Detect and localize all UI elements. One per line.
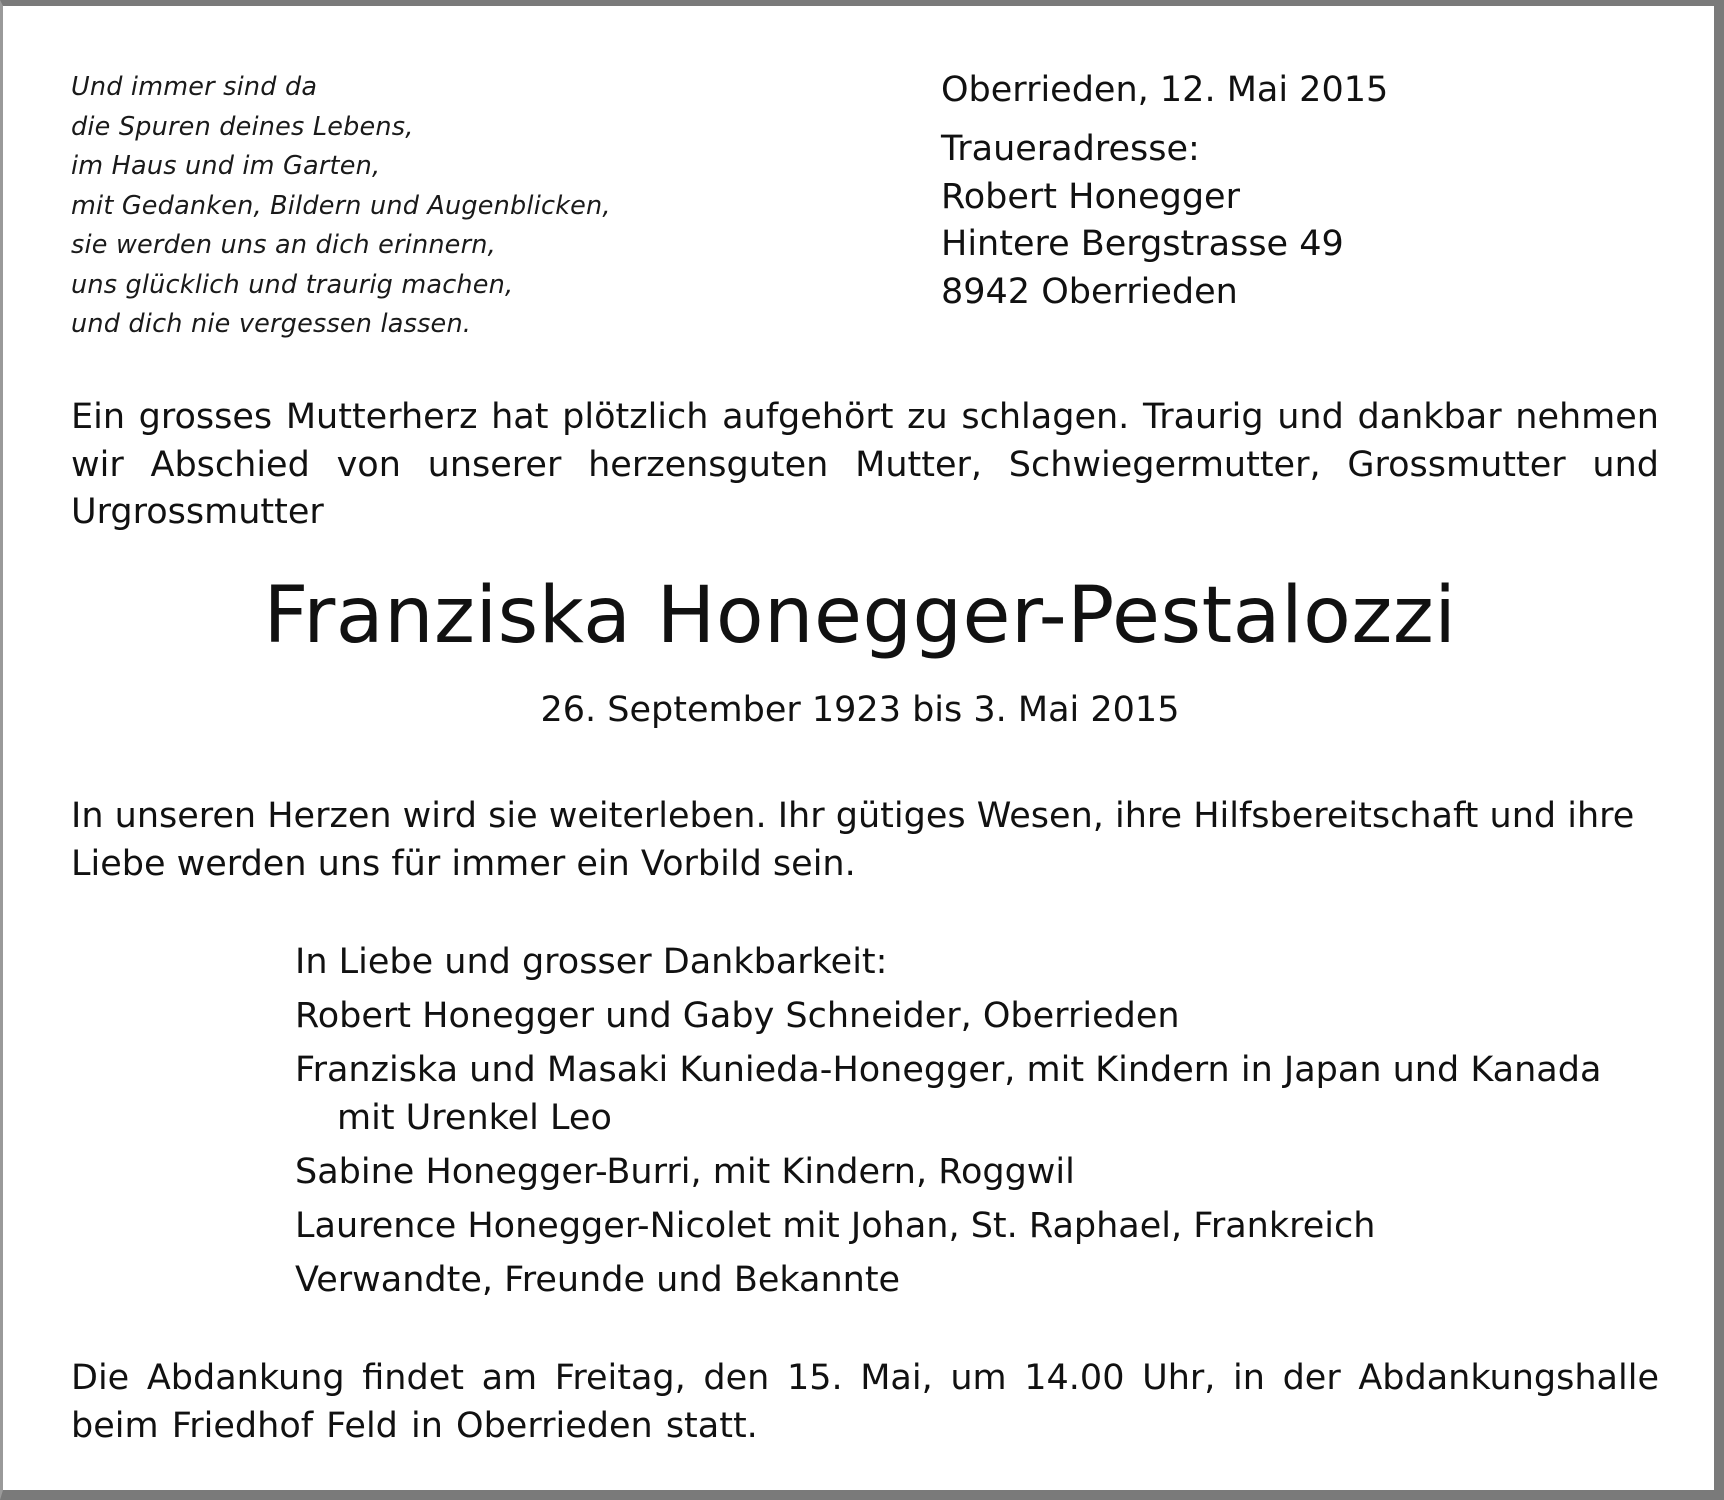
mourners-heading: In Liebe und grosser Dankbarkeit: [295, 942, 888, 982]
poem-line: sie werden uns an dich erinnern, [71, 230, 496, 260]
mourner-line: Franziska und Masaki Kunieda-Honegger, mit Kindern in Japan und Kanada [295, 1050, 1602, 1090]
intro-paragraph: Ein grosses Mutterherz hat plötzlich aufgehört zu schlagen. Traurig und dankbar nehmen wir Abschied von unserer herzensguten Mutter, Schwiegermutter, Grossmutter und Urgrossmutter [71, 397, 1659, 532]
address-label: Traueradresse: [941, 129, 1200, 169]
address-city: 8942 Oberrieden [941, 271, 1238, 312]
poem-line: und dich nie vergessen lassen. [71, 309, 472, 339]
mourner-line: Sabine Honegger-Burri, mit Kindern, Roggwil [295, 1152, 1075, 1192]
poem-line: die Spuren deines Lebens, [71, 111, 414, 142]
service-details: Die Abdankung findet am Freitag, den 15. Mai, um 14.00 Uhr, in der Abdankungshalle beim Friedhof Feld in Oberrieden statt. [71, 1358, 1659, 1446]
mourners-list [295, 936, 1675, 1310]
poem-line: mit Gedanken, Bildern und Augenblicken, [71, 190, 611, 221]
poem-line: uns glücklich und traurig machen, [71, 269, 514, 300]
mourner-subline: mit Urenkel Leo [337, 1098, 612, 1138]
mourner-entry [295, 1256, 1675, 1304]
mourner-line: Robert Honegger und Gaby Schneider, Oberrieden [295, 996, 1180, 1036]
address-street: Hintere Bergstrasse 49 [941, 224, 1344, 264]
mourner-entry [295, 1046, 1675, 1142]
place-date: Oberrieden, 12. Mai 2015 [941, 70, 1389, 110]
deceased-name: Franziska Honegger-Pestalozzi [263, 571, 1457, 661]
poem-line: Und immer sind da [71, 72, 318, 102]
mourner-entry [295, 992, 1675, 1040]
poem-line: im Haus und im Garten, [71, 151, 381, 181]
mourning-address-block [941, 64, 1681, 316]
address-name: Robert Honegger [941, 176, 1240, 217]
mourner-entry [295, 1202, 1675, 1250]
tribute-paragraph: In unseren Herzen wird sie weiterleben. Ihr gütiges Wesen, ihre Hilfsbereitschaft und ihre Liebe werden uns für immer ein Vorbild sein. [71, 796, 1635, 884]
life-dates: 26. September 1923 bis 3. Mai 2015 [540, 690, 1180, 730]
memorial-poem [71, 68, 711, 345]
mourner-line: Verwandte, Freunde und Bekannte [295, 1260, 901, 1300]
mourner-line: Laurence Honegger-Nicolet mit Johan, St. Raphael, Frankreich [295, 1206, 1376, 1246]
mourner-entry [295, 1148, 1675, 1196]
